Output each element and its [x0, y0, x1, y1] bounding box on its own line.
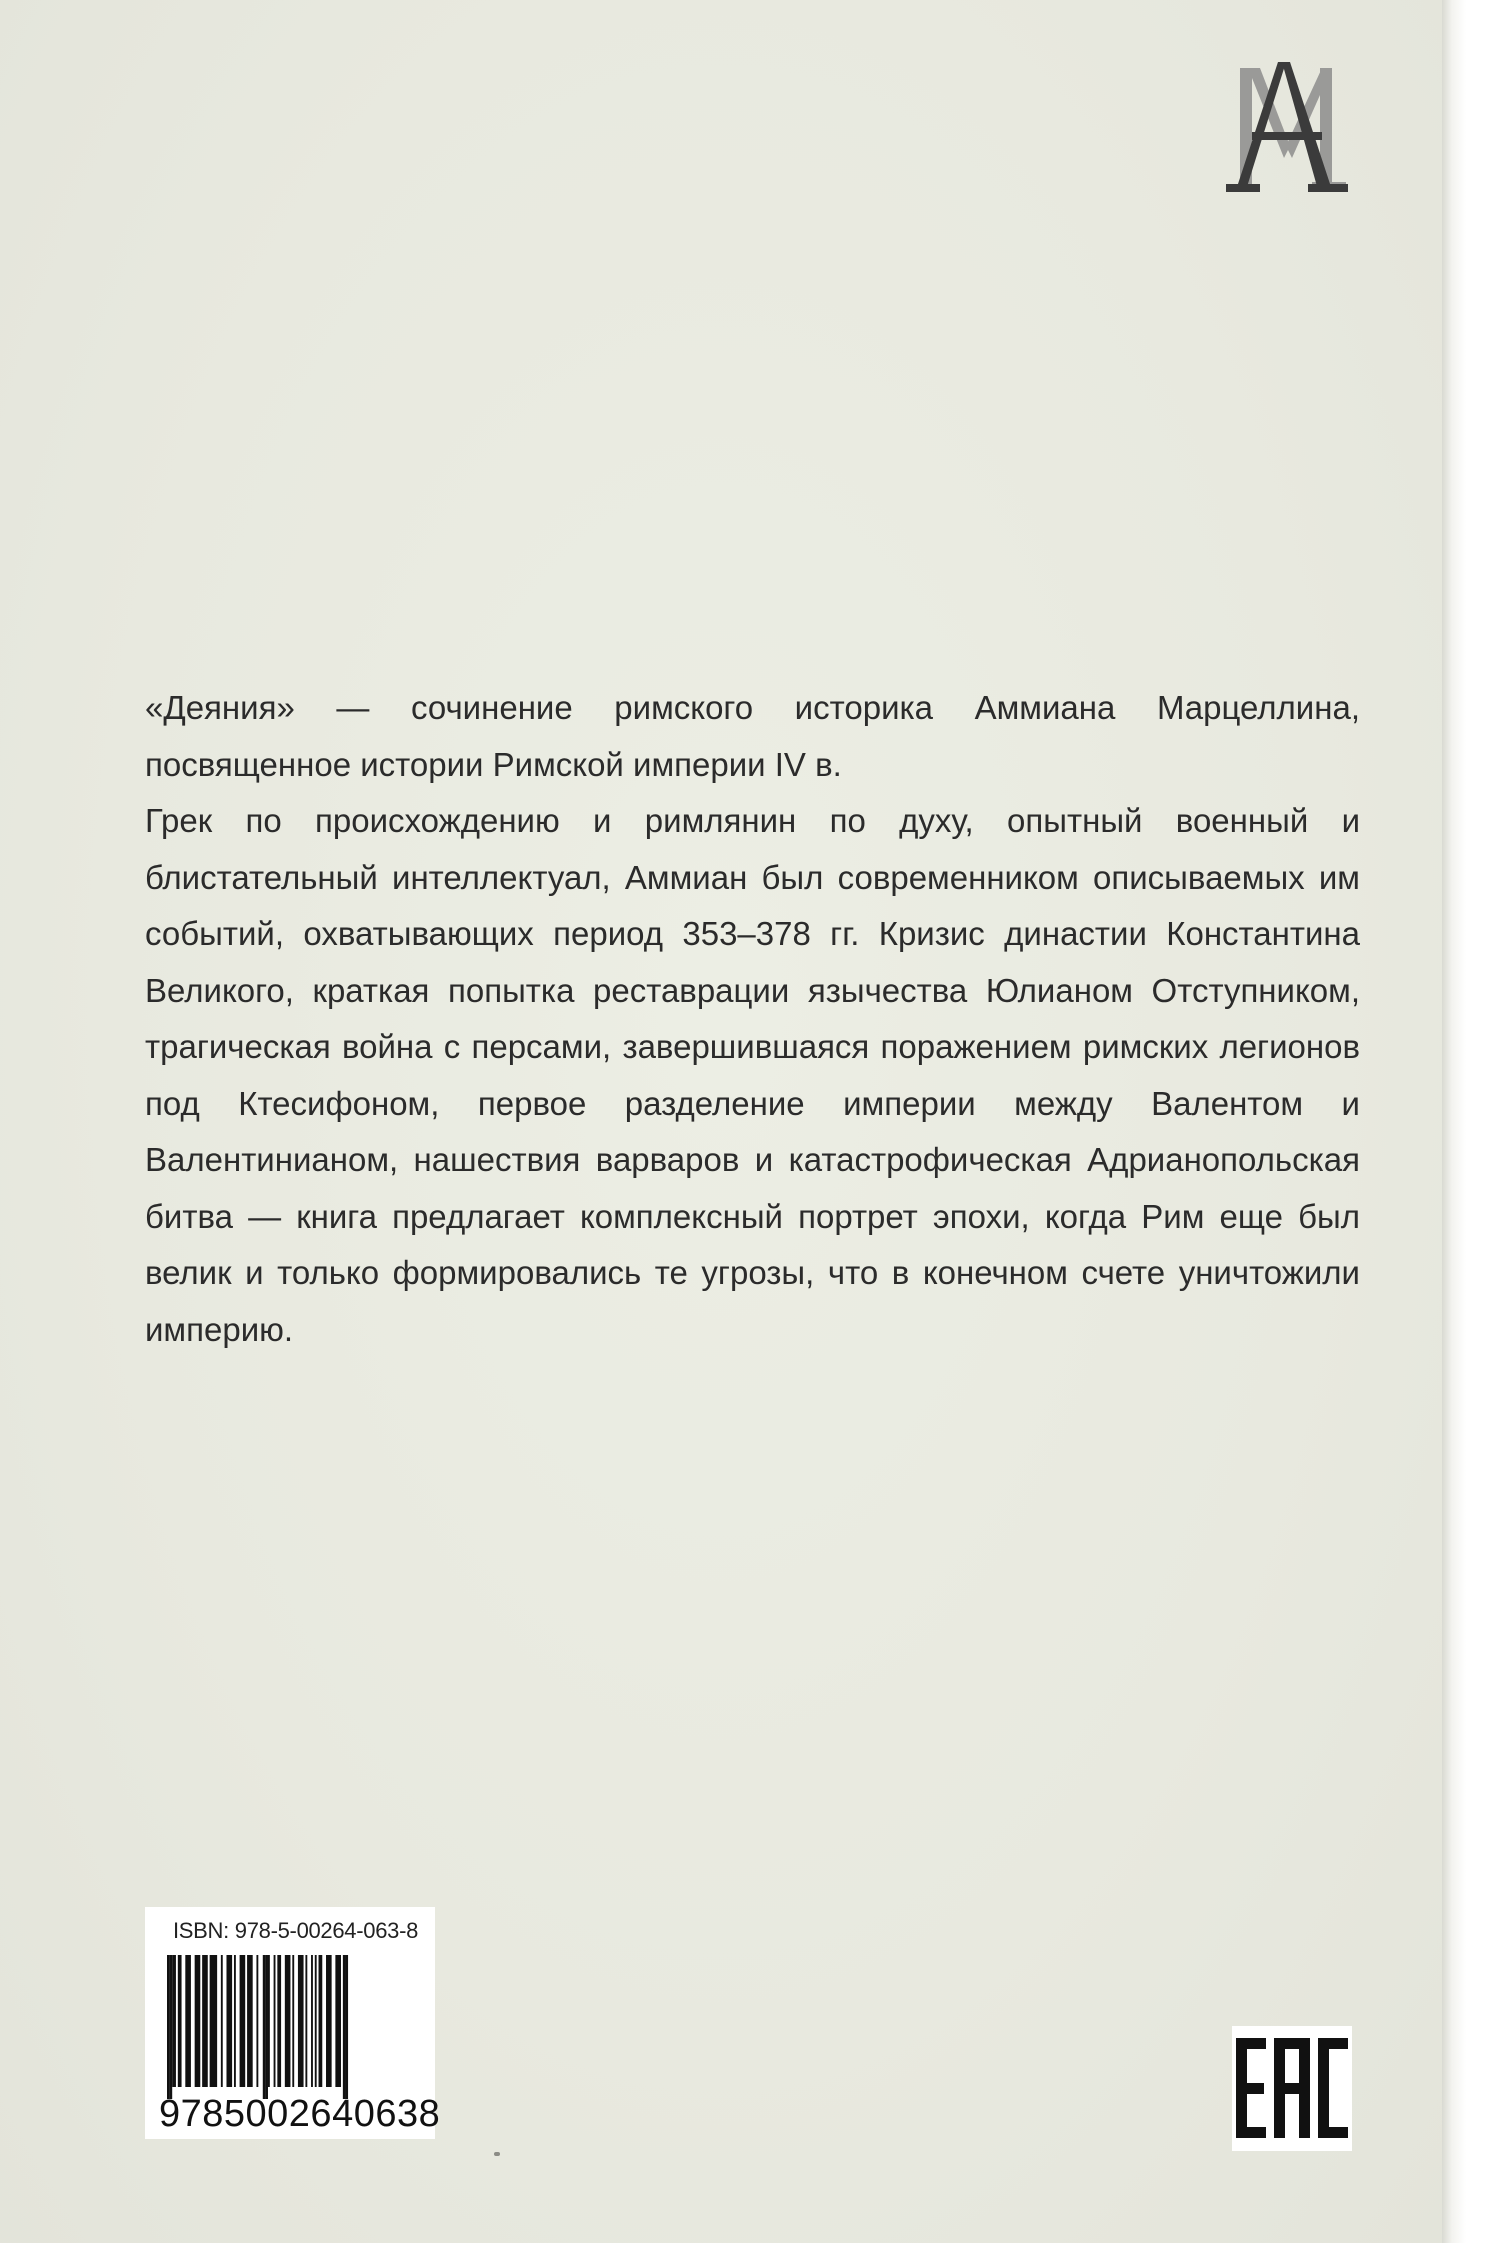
isbn-barcode	[145, 1907, 441, 2139]
description-paragraph-2: Грек по происхождению и римлянин по духу, опытный военный и блистательный интеллектуал, Аммиан был современником описываемых им событий, охватывающих период 353–378 гг. Кризис династии Константина Великого, краткая попытка реставрации язычества Юлианом Отступником, трагическая война с персами, завершившаяся поражением римских легионов под Ктесифоном, первое разделение империи между Валентом и Валентинианом, нашествия варваров и катастрофическая Адрианопольская битва — книга предлагает комплексный портрет эпохи, когда Рим еще был велик и только формировались те угрозы, что в конечном счете уничтожили империю.	[145, 802, 1360, 1348]
page-edge	[1442, 0, 1500, 2243]
barcode-number: 9785002640638	[159, 2093, 441, 2135]
description-paragraph-1: «Деяния» — сочинение римского историка Аммиана Марцеллина, посвященное истории Римской империи IV в.	[145, 689, 1360, 783]
am-monogram-logo	[1212, 58, 1362, 198]
book-description	[145, 680, 1360, 1358]
print-speck	[494, 2152, 500, 2156]
eac-mark	[1232, 2026, 1352, 2151]
isbn-label: ISBN: 978-5-00264-063-8	[173, 1918, 419, 1943]
